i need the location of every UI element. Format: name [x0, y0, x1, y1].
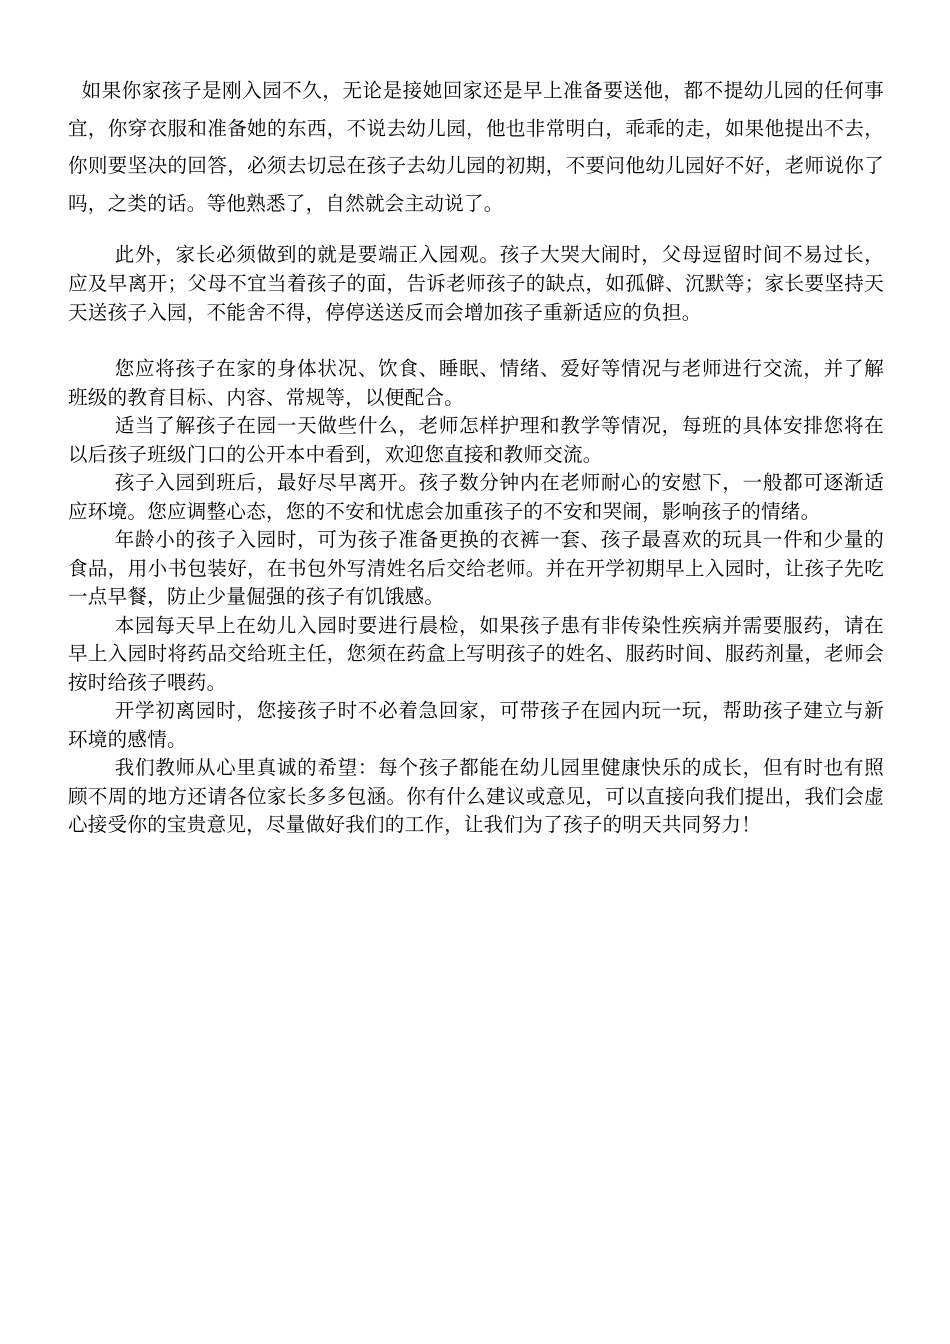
paragraph-closing-wish: 我们教师从心里真诚的希望：每个孩子都能在幼儿园里健康快乐的成长，但有时也有照顾不周的地方还请各位家长多多包涵。你有什么建议或意见，可以直接向我们提出，我们会虚心接受你的宝贵意见，尽量做好我们的工作，让我们为了孩子的明天共同努力！	[68, 756, 884, 836]
paragraph-morning-check: 本园每天早上在幼儿入园时要进行晨检，如果孩子患有非传染性疾病并需要服药，请在早上入园时将药品交给班主任，您须在药盒上写明孩子的姓名、服药时间、服药剂量，老师会按时给孩子喂药。	[68, 613, 884, 694]
paragraph-prepare-items: 年龄小的孩子入园时，可为孩子准备更换的衣裤一套、孩子最喜欢的玩具一件和少量的食品，用小书包装好，在书包外写清姓名后交给老师。并在开学初期早上入园时，让孩子先吃一点早餐，防止少量倔强的孩子有饥饿感。	[68, 528, 884, 608]
paragraph-play-after-pickup: 开学初离园时，您接孩子时不必着急回家，可带孩子在园内玩一玩，帮助孩子建立与新环境的感情。	[68, 699, 884, 751]
paragraph-entry-advice: 如果你家孩子是刚入园不久，无论是接她回家还是早上准备要送他，都不提幼儿园的任何事宜，你穿衣服和准备她的东西，不说去幼儿园，他也非常明白，乖乖的走，如果他提出不去，你则要坚决的回答，必须去切忌在孩子去幼儿园的初期，不要问他幼儿园好不好，老师说你了吗，之类的话。等他熟悉了，自然就会主动说了。	[68, 79, 884, 215]
paragraph-parent-attitude: 此外，家长必须做到的就是要端正入园观。孩子大哭大闹时，父母逗留时间不易过长，应及早离开；父母不宜当着孩子的面，告诉老师孩子的缺点，如孤僻、沉默等；家长要坚持天天送孩子入园，不能舍不得，停停送送反而会增加孩子重新适应的负担。	[68, 243, 884, 324]
paragraph-leave-early: 孩子入园到班后，最好尽早离开。孩子数分钟内在老师耐心的安慰下，一般都可逐渐适应环境。您应调整心态，您的不安和忧虑会加重孩子的不安和哭闹，影响孩子的情绪。	[68, 471, 884, 523]
document-body	[68, 72, 884, 840]
paragraph-communicate-teacher: 您应将孩子在家的身体状况、饮食、睡眠、情绪、爱好等情况与老师进行交流，并了解班级的教育目标、内容、常规等，以便配合。	[68, 357, 884, 409]
paragraph-daily-schedule: 适当了解孩子在园一天做些什么，老师怎样护理和教学等情况，每班的具体安排您将在以后孩子班级门口的公开本中看到，欢迎您直接和教师交流。	[68, 414, 884, 466]
